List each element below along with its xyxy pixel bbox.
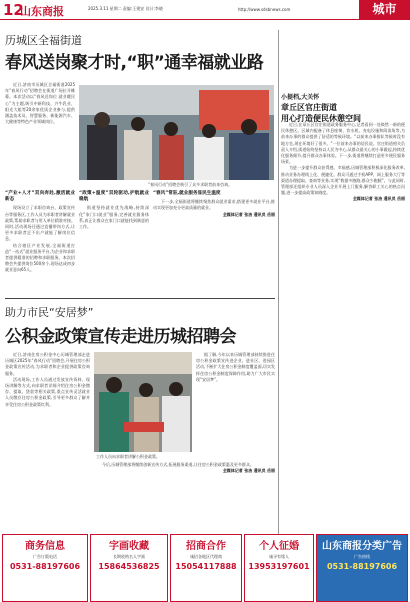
article1-byline: 全媒体记者 张洁 通讯员 岳丽 xyxy=(222,211,275,217)
ad-matchmaking xyxy=(244,534,314,602)
article1-photo xyxy=(79,85,274,180)
column-divider xyxy=(278,30,279,535)
article2-para2: 活动现场,工作人员通过发放宣传资料、现场讲解等方式,向求职者详细介绍住房公积金缴存、提取、贷款等相关政策,重点宣传灵活就业人员缴存住房公积金政策,引导更多群众了解并享受住房公积金政策红利。 xyxy=(5,376,90,407)
article2-headline: 公积金政策宣传走进历城招聘会 xyxy=(5,327,236,347)
article1-col4 xyxy=(153,189,275,294)
ad-investment xyxy=(170,534,242,602)
article1-headline: 春风送岗聚才时,“职”通幸福就业路 xyxy=(5,53,264,73)
newspaper-name: 山东商报 xyxy=(20,5,64,18)
article1-subhead-c: “春风”常驻,就业服务显民生温度 xyxy=(153,191,221,196)
article2-col2 xyxy=(196,352,275,452)
article1-subhead-a: “产业+人才”双向奔赴,激活就业新态 xyxy=(5,191,75,203)
article1-para4: 街道坚持就业优先战略,持续深化“家门口就业”服务,完善就业服务体系,真正让群众在家门口就能找到满意的工作。 xyxy=(79,205,149,230)
ad-classified xyxy=(316,534,408,602)
sidebar-title-line2: 用心打造便民休憩空间 xyxy=(281,114,361,123)
ad2-line: 长期收购名人字画 xyxy=(113,554,145,559)
article2-photo xyxy=(94,352,192,452)
ad5-phone: 0531-88197606 xyxy=(326,562,398,571)
article2-photo-caption: 工作人员向求职者讲解公积金政策。 xyxy=(96,454,160,459)
ad5-line: 广告热线 xyxy=(354,554,370,559)
article1-subhead-b: “政策+温度”双轮驱动,护航就业稳航 xyxy=(79,191,149,203)
ad3-line: 诚招各地区代理商 xyxy=(190,554,222,559)
sidebar-kicker: 小提档,大关怀 xyxy=(281,94,320,101)
ad4-line: 诚寻有缘人 xyxy=(269,554,289,559)
sidebar-heading xyxy=(281,92,405,124)
article1-para5: 下一步,全福街道将继续聚焦群众就业需求,搭建更多就业平台,推动实现更加充分更高质量的就业。 xyxy=(153,199,275,211)
ad1-phone: 0531-88197606 xyxy=(9,562,81,571)
page-header xyxy=(0,0,410,20)
article1-kicker: 历城区全福街道 xyxy=(5,34,82,47)
article2-para4: 今后,历城管理部将继续创新宣传方式,拓展服务渠道,让住房公积金政策惠及更多群众。 xyxy=(102,462,254,467)
section-text: 城市 xyxy=(372,2,397,16)
ad2-title: 字画收藏 xyxy=(109,541,149,552)
section-divider xyxy=(5,298,275,299)
issue-meta: 2025.3.11 星期二 责编:王建安 设计:李晓 xyxy=(88,6,163,11)
article2-lead: 近日,济南住房公积金中心历城管理部走进历城区2025年“春风行动”招聘会,开展住房公积金政策宣传活动,为求职者和企业提供政策咨询服务。 xyxy=(5,352,90,376)
ad-calligraphy xyxy=(90,534,168,602)
ad2-phone: 15864536825 xyxy=(98,562,160,571)
ad1-title: 商务信息 xyxy=(25,541,65,552)
article2-col3 xyxy=(94,462,275,532)
ad1-line: 广告订版电话 xyxy=(33,554,57,559)
article1-col1 xyxy=(5,82,75,182)
ad4-phone: 13953197601 xyxy=(248,562,310,571)
article1-para2: 现场设立了求职咨询台、政策宣传台等服务区,工作人员为求职者讲解就业政策,帮助求职者与用人单位精准对接。同时,活动现场还通过直播带岗方式,让更多求职者足不出户就能了解岗位信息。 xyxy=(5,205,75,242)
sidebar-text: 近日,在章丘区官庄街道政务服务中心,记者看到一处焕然一新的便民休憩区。区域内配备了休息座椅、饮水机、充电设施和阅读角等,为前来办事的群众提供了舒适的等候环境。“以前来办事排队等候时没有地方坐,现在环境好了很多。”一位前来办事的居民说。官庄街道相关负责人介绍,街道始终坚持以人民为中心,从群众最关心的小事做起,持续优化服务细节,提升群众办事体验。下一步,街道将继续打造更多便民服务场景。 xyxy=(281,122,405,165)
article1-col3 xyxy=(79,189,149,294)
sidebar-byline: 全媒体记者 张洁 通讯员 岳丽 xyxy=(352,196,405,202)
article1-photo-caption: “春风行动”招聘会吸引了众多求职者前来咨询。 xyxy=(148,182,233,187)
article2-para3: 据了解,今年以来历城管理部持续推进住房公积金政策宣传进企业、进社区、进园区活动,不断扩大住房公积金制度覆盖面,切实发挥住房公积金制度保障作用,助力广大市民实现“安居梦”。 xyxy=(196,352,275,382)
article2-side-text: 为进一步提升群众获得感、幸福感,历城管理部积极深化服务改革,推动业务办理线上化、便捷化。群众可通过手机APP、网上服务大厅等渠道办理提取、查询等业务,实现“数据多跑路,群众少跑腿”。与此同时,管理部还组织专业人员深入企业开展上门服务,解答职工关心的热点问题,进一步提高政策知晓度。 xyxy=(281,165,405,196)
sidebar-body xyxy=(281,122,405,534)
article2-byline: 全媒体记者 张洁 通讯员 岳丽 xyxy=(222,468,275,474)
ad3-phone: 15054117888 xyxy=(175,562,237,571)
ad-business-info xyxy=(2,534,88,602)
article2-kicker: 助力市民“安居梦” xyxy=(5,306,94,319)
section-label xyxy=(359,0,410,20)
ad3-title: 招商合作 xyxy=(186,541,226,552)
article1-lead: 近日,济南市历城区全福街道2025年“春风行动”招聘会在街道广场拉开帷幕。本次活动以“春风送岗位 就业暖民心”为主题,吸引中新科技、兴牛乳业、阳光大姐等20余家优质企业参与,提供涵盖技术员、智慧服务、新能源汽车、大健康等特色产业领域岗位。 xyxy=(5,82,75,125)
ad4-title: 个人征婚 xyxy=(259,541,299,552)
article2-col1 xyxy=(5,352,90,532)
classified-ads xyxy=(0,534,410,602)
page-number: 12 xyxy=(3,1,24,19)
site-url[interactable]: http://www.sdsbnews.com xyxy=(238,7,291,12)
sidebar-title-line1: 章丘区官庄街道 xyxy=(281,103,337,112)
article1-para3: 结合辖区产业发展,全福街道打造“一站式”就业服务平台,为企业和求职者提供精准的招聘和求职服务。本次招聘会共提供岗位500余个,现场达成初步就业意向65人。 xyxy=(5,242,75,273)
article1-col2 xyxy=(5,189,75,294)
ad5-title: 山东商报分类广告 xyxy=(322,541,402,552)
